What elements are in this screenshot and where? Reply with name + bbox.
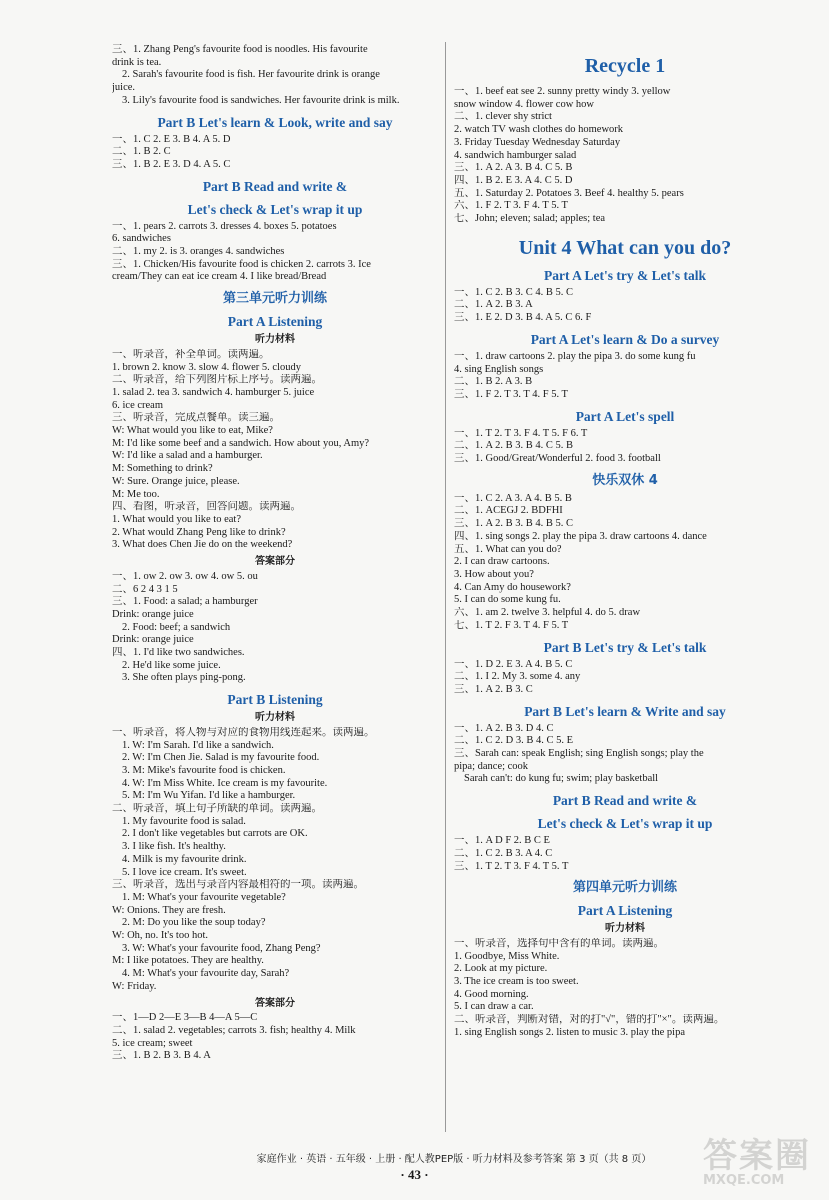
text-line: 二、1. C 2. D 3. B 4. C 5. E <box>454 735 574 747</box>
text-line: 四、1. I'd like two sandwiches. <box>112 647 245 659</box>
text-line: 三、1. A 2. B 3. B 4. B 5. C <box>454 518 574 530</box>
text-line: 1. brown 2. know 3. slow 4. flower 5. cloudy <box>112 361 301 373</box>
text-line: 4. M: What's your favourite day, Sarah? <box>122 968 290 980</box>
text-line: 一、1. D 2. E 3. A 4. B 5. C <box>454 658 573 670</box>
text-line: 2. I don't like vegetables but carrots are OK. <box>122 828 308 840</box>
text-line: 3. I like fish. It's healthy. <box>122 841 226 853</box>
text-line: 4. Can Amy do housework? <box>454 581 571 593</box>
text-line: 二、1. B 2. A 3. B <box>454 376 533 388</box>
text-line: 二、1. B 2. C <box>112 146 171 158</box>
text-line: 3. Lily's favourite food is sandwiches. Her favourite drink is milk. <box>122 94 400 106</box>
section-heading: 第四单元听力训练 <box>572 880 677 896</box>
text-line: 2. Food: beef; a sandwich <box>122 621 231 633</box>
section-heading: Part B Listening <box>227 692 323 708</box>
text-line: 三、1. B 2. E 3. D 4. A 5. C <box>112 158 231 170</box>
text-line: 三、1. Good/Great/Wonderful 2. food 3. football <box>454 453 661 465</box>
section-heading: Part A Let's learn & Do a survey <box>530 331 720 347</box>
text-line: 七、1. T 2. F 3. T 4. F 5. T <box>454 619 569 631</box>
text-line: 三、1. T 2. T 3. F 4. T 5. T <box>454 860 569 872</box>
text-line: 二、1. A 2. B 3. A <box>454 299 533 311</box>
section-heading: 快乐双休 4 <box>592 472 658 488</box>
sub-heading: 听力材料 <box>605 923 645 935</box>
text-line: 一、听录音，将人物与对应的食物用线连起来。读两遍。 <box>112 726 375 738</box>
text-line: 四、1. sing songs 2. play the pipa 3. draw cartoons 4. dance <box>454 530 707 542</box>
text-line: Sarah can't: do kung fu; swim; play basketball <box>464 773 659 785</box>
text-line: 二、1. C 2. B 3. A 4. C <box>454 847 553 859</box>
text-line: 3. W: What's your favourite food, Zhang Peng? <box>122 942 321 954</box>
text-line: 2. He'd like some juice. <box>122 659 221 671</box>
text-line: 一、1. A 2. B 3. D 4. C <box>454 722 554 734</box>
text-line: 三、听录音，完成点餐单。读三遍。 <box>112 412 280 424</box>
text-line: 2. Sarah's favourite food is fish. Her favourite drink is orange <box>122 69 380 81</box>
text-line: 三、1. A 2. B 3. C <box>454 683 533 695</box>
text-line: 4. Good morning. <box>454 988 529 1000</box>
text-line: 三、1. Food: a salad; a hamburger <box>112 596 258 608</box>
text-line: 5. I can draw a car. <box>454 1001 534 1013</box>
text-line: 二、听录音，判断对错，对的打"√"，错的打"×"。读两遍。 <box>454 1014 725 1026</box>
text-line: Drink: orange juice <box>112 634 194 646</box>
text-line: 五、1. What can you do? <box>454 543 562 555</box>
text-line: 六、1. am 2. twelve 3. helpful 4. do 5. draw <box>454 607 641 619</box>
text-line: 1. Goodbye, Miss White. <box>454 950 560 962</box>
text-line: pipa; dance; cook <box>454 760 529 772</box>
text-line: W: Friday. <box>112 980 157 992</box>
text-line: 一、1. pears 2. carrots 3. dresses 4. boxes 5. potatoes <box>112 220 337 232</box>
text-line: cream/They can eat ice cream 4. I like bread/Bread <box>112 271 327 283</box>
text-line: 三、1. B 2. B 3. B 4. A <box>112 1050 211 1062</box>
text-line: drink is tea. <box>112 56 162 68</box>
text-line: 2. I can draw cartoons. <box>454 556 550 568</box>
text-line: M: Something to drink? <box>112 463 213 475</box>
text-line: 1. What would you like to eat? <box>112 513 241 525</box>
section-heading: Part B Let's learn & Look, write and say <box>157 114 393 130</box>
sub-heading: 答案部分 <box>255 997 295 1009</box>
section-heading: Part B Let's try & Let's talk <box>543 639 707 655</box>
text-line: 七、John; eleven; salad; apples; tea <box>454 213 606 225</box>
text-line: 2. What would Zhang Peng like to drink? <box>112 526 286 538</box>
section-heading: Let's check & Let's wrap it up <box>537 816 713 832</box>
text-line: juice. <box>112 82 136 94</box>
section-heading: Part B Read and write & <box>552 793 698 809</box>
watermark-logo: 答案圈 MXQE.COM <box>703 1136 811 1188</box>
page-number: · 43 · <box>400 1167 429 1182</box>
text-line: W: I'd like a salad and a hamburger. <box>112 450 263 462</box>
text-line: 2. W: I'm Chen Jie. Salad is my favourite food. <box>122 752 320 764</box>
text-line: 一、听录音，选择句中含有的单词。读两遍。 <box>454 937 664 949</box>
text-line: 1. W: I'm Sarah. I'd like a sandwich. <box>122 739 274 751</box>
text-line: 2. M: Do you like the soup today? <box>122 917 266 929</box>
text-line: 一、1—D 2—E 3—B 4—A 5—C <box>112 1012 258 1024</box>
text-line: 二、听录音，填上句子所缺的单词。读两遍。 <box>112 803 322 815</box>
text-line: 三、听录音，选出与录音内容最相符的一项。读两遍。 <box>112 879 364 891</box>
section-heading: Part B Read and write & <box>202 178 348 194</box>
section-heading: Part A Let's try & Let's talk <box>544 267 706 283</box>
text-line: 二、1. clever shy strict <box>454 111 552 123</box>
section-heading: Recycle 1 <box>584 55 666 77</box>
text-line: 1. sing English songs 2. listen to music 3. play the pipa <box>454 1026 685 1038</box>
text-line: 3. What does Chen Jie do on the weekend? <box>112 539 293 551</box>
text-line: 一、听录音，补全单词。读两遍。 <box>112 348 270 360</box>
section-heading: Part A Listening <box>577 903 673 919</box>
sub-heading: 听力材料 <box>255 334 295 346</box>
section-heading: Part A Listening <box>227 314 323 330</box>
text-line: W: Sure. Orange juice, please. <box>112 475 240 487</box>
text-line: 4. W: I'm Miss White. Ice cream is my favourite. <box>122 777 328 789</box>
section-heading: Let's check & Let's wrap it up <box>187 201 363 217</box>
text-line: M: I like potatoes. They are healthy. <box>112 955 264 967</box>
text-line: 五、1. Saturday 2. Potatoes 3. Beef 4. healthy 5. pears <box>454 187 684 199</box>
sub-heading: 听力材料 <box>255 712 295 724</box>
text-line: 5. I can do some kung fu. <box>454 594 561 606</box>
text-line: 二、1. salad 2. vegetables; carrots 3. fish; healthy 4. Milk <box>112 1025 356 1036</box>
left-column <box>112 44 438 1063</box>
text-line: 2. watch TV wash clothes do homework <box>454 124 624 136</box>
text-line: 一、1. draw cartoons 2. play the pipa 3. do some kung fu <box>454 350 696 362</box>
text-line: 六、1. F 2. T 3. F 4. T 5. T <box>454 200 568 212</box>
text-line: 4. Milk is my favourite drink. <box>122 853 247 865</box>
text-line: 二、6 2 4 3 1 5 <box>112 583 178 595</box>
text-line: 三、1. A 2. A 3. B 4. C 5. B <box>454 162 573 174</box>
text-line: W: What would you like to eat, Mike? <box>112 425 273 437</box>
text-line: 三、1. Zhang Peng's favourite food is noodles. His favourite <box>112 44 368 55</box>
text-line: 6. ice cream <box>112 399 164 411</box>
text-line: 6. sandwiches <box>112 233 171 245</box>
text-line: 5. ice cream; sweet <box>112 1037 193 1049</box>
text-line: 5. M: I'm Wu Yifan. I'd like a hamburger. <box>122 790 296 802</box>
text-line: 一、1. C 2. B 3. C 4. B 5. C <box>454 286 574 298</box>
text-line: 一、1. ow 2. ow 3. ow 4. ow 5. ou <box>112 570 258 582</box>
text-line: 3. The ice cream is too sweet. <box>454 976 579 988</box>
text-line: 二、1. ACEGJ 2. BDFHI <box>454 505 563 517</box>
section-heading: Part A Let's spell <box>575 408 675 424</box>
text-line: snow window 4. flower cow how <box>454 98 594 110</box>
text-line: 4. sing English songs <box>454 363 544 375</box>
section-heading: 第三单元听力训练 <box>222 291 327 307</box>
text-line: 三、Sarah can: speak English; sing English songs; play the <box>454 748 704 760</box>
text-line: 一、1. A D F 2. B C E <box>454 835 550 847</box>
text-line: 一、1. C 2. E 3. B 4. A 5. D <box>112 133 231 145</box>
text-line: W: Onions. They are fresh. <box>112 904 226 916</box>
text-line: 一、1. C 2. A 3. A 4. B 5. B <box>454 492 572 504</box>
text-line: 三、1. E 2. D 3. B 4. A 5. C 6. F <box>454 312 592 324</box>
page-footer: 家庭作业 · 英语 · 五年级 · 上册 · 配人教PEP版 · 听力材料及参考答案 第 3 页（共 8 页） <box>256 1154 652 1165</box>
text-line: 二、听录音，给下列图片标上序号。读两遍。 <box>112 374 322 386</box>
section-heading: Unit 4 What can you do? <box>518 236 732 259</box>
text-line: 3. M: Mike's favourite food is chicken. <box>122 764 286 776</box>
text-line: 二、1. I 2. My 3. some 4. any <box>454 671 581 683</box>
text-line: 1. salad 2. tea 3. sandwich 4. hamburger 5. juice <box>112 386 315 398</box>
text-line: 四、1. B 2. E 3. A 4. C 5. D <box>454 174 573 186</box>
section-heading: Part B Let's learn & Write and say <box>524 703 726 719</box>
text-line: 3. How about you? <box>454 568 534 580</box>
sub-heading: 答案部分 <box>255 556 295 568</box>
text-line: M: Me too. <box>112 488 160 500</box>
text-line: 四、看图，听录音，回答问题。读两遍。 <box>112 501 301 513</box>
text-line: 5. I love ice cream. It's sweet. <box>122 866 247 878</box>
text-line: 2. Look at my picture. <box>454 963 548 975</box>
text-line: 3. Friday Tuesday Wednesday Saturday <box>454 136 621 148</box>
right-column <box>454 44 796 1040</box>
text-line: 二、1. A 2. B 3. B 4. C 5. B <box>454 440 574 452</box>
text-line: 一、1. T 2. T 3. F 4. T 5. F 6. T <box>454 427 588 439</box>
text-line: 一、1. beef eat see 2. sunny pretty windy 3. yellow <box>454 86 671 97</box>
text-line: 1. M: What's your favourite vegetable? <box>122 891 286 903</box>
text-line: W: Oh, no. It's too hot. <box>112 930 208 942</box>
text-line: 二、1. my 2. is 3. oranges 4. sandwiches <box>112 246 285 258</box>
text-line: 1. My favourite food is salad. <box>122 815 246 827</box>
text-line: Drink: orange juice <box>112 608 194 620</box>
text-line: 三、1. Chicken/His favourite food is chicken 2. carrots 3. Ice <box>112 258 371 270</box>
text-line: 4. sandwich hamburger salad <box>454 149 577 161</box>
text-line: 三、1. F 2. T 3. T 4. F 5. T <box>454 388 568 400</box>
text-line: M: I'd like some beef and a sandwich. How about you, Amy? <box>112 437 370 449</box>
text-line: 3. She often plays ping-pong. <box>122 672 246 684</box>
column-divider <box>445 42 446 1132</box>
